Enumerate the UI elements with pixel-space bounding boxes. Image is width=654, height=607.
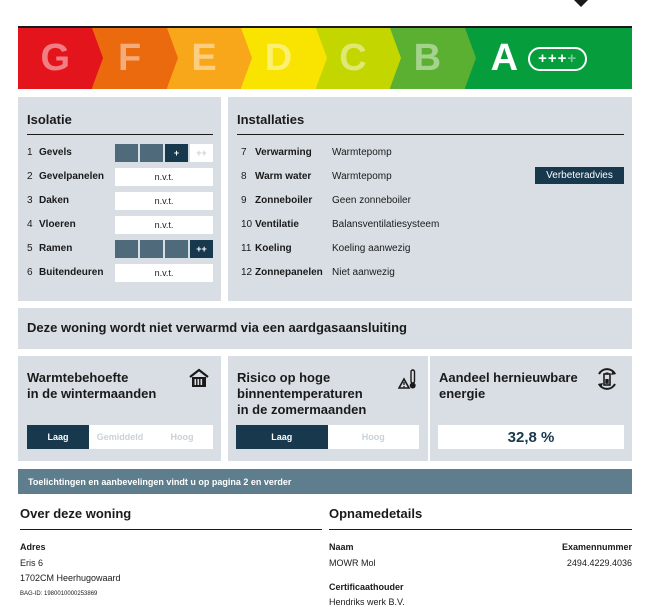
- energy-class-a: [465, 28, 632, 89]
- naam-label: Naam: [329, 542, 354, 552]
- installatie-value: Koeling aanwezig: [332, 243, 411, 254]
- installatie-row: 8 Warm water: [241, 171, 312, 182]
- energy-class-e: [167, 28, 241, 89]
- certificaathouder-value: Hendriks werk B.V.: [329, 597, 405, 607]
- opname-title: Opnamedetails: [329, 506, 423, 521]
- isolatie-row-vloeren: 4 Vloeren: [27, 219, 76, 230]
- energy-class-letter: A: [490, 37, 519, 79]
- meter-buitendeuren: n.v.t.: [115, 264, 213, 282]
- risico-toggle[interactable]: [236, 425, 419, 449]
- segment-arrow: [241, 28, 252, 88]
- house-heating-icon: [188, 368, 210, 388]
- bag-id: BAG-ID: 1980010000253869: [20, 591, 98, 597]
- installatie-row: 9 Zonneboiler: [241, 195, 313, 206]
- adres-label: Adres: [20, 542, 46, 552]
- risico-option-hoog[interactable]: Hoog: [361, 432, 385, 442]
- energy-class-letter: F: [118, 37, 142, 79]
- meter-daken: n.v.t.: [115, 192, 213, 210]
- verbeteradvies-button[interactable]: Verbeteradvies: [535, 167, 624, 184]
- examennummer-value: 2494.4229.4036: [566, 558, 632, 568]
- installatie-value: Balansventilatiesysteem: [332, 219, 440, 230]
- installatie-row: 10 Ventilatie: [241, 219, 299, 230]
- energy-class-g: [18, 28, 92, 89]
- energy-class-letter: D: [264, 37, 293, 79]
- installatie-value: Geen zonneboiler: [332, 195, 411, 206]
- segment-arrow: [92, 28, 103, 88]
- info-bar: Toelichtingen en aanbevelingen vindt u op pagina 2 en verder: [18, 469, 632, 494]
- isolatie-row-gevels: 1 Gevels: [27, 147, 72, 158]
- thermometer-warning-icon: [398, 368, 418, 390]
- energy-label-bar: [18, 26, 632, 89]
- installatie-row: 12 Zonnepanelen: [241, 267, 323, 278]
- hernieuwbaar-panel: Aandeel hernieuwbare energie 32,8 %: [430, 356, 632, 461]
- warmte-toggle[interactable]: [27, 425, 213, 449]
- energy-class-letter: G: [40, 37, 70, 79]
- installaties-panel: [228, 97, 632, 301]
- over-title: Over deze woning: [20, 506, 132, 521]
- isolatie-rule: [27, 134, 213, 135]
- active-class-pointer: [572, 0, 590, 7]
- installaties-title: Installaties: [237, 112, 305, 127]
- street-value: Eris 6: [20, 558, 44, 568]
- risico-panel: Risico op hoge binnentemperaturen in de zomermaanden Laag Hoog: [228, 356, 428, 461]
- certificaathouder-label: Certificaathouder: [329, 582, 404, 592]
- installaties-rule: [237, 134, 624, 135]
- installatie-value: Warmtepomp: [332, 171, 392, 182]
- installatie-row: 7 Verwarming: [241, 147, 312, 158]
- risico-option-laag[interactable]: Laag: [236, 425, 328, 449]
- city-value: 1702CM Heerhugowaard: [20, 573, 121, 583]
- renewable-battery-icon: [594, 366, 620, 392]
- segment-arrow: [465, 28, 476, 88]
- isolatie-row-buitendeuren: 6 Buitendeuren: [27, 267, 104, 278]
- warmte-option-gemiddeld[interactable]: Gemiddeld: [96, 432, 144, 442]
- meter-ramen: ++: [115, 240, 213, 258]
- isolatie-panel: [18, 97, 221, 301]
- energy-class-c: [316, 28, 390, 89]
- isolatie-row-ramen: 5 Ramen: [27, 243, 73, 254]
- installatie-value: Warmtepomp: [332, 147, 392, 158]
- meter-vloeren: n.v.t.: [115, 216, 213, 234]
- gas-notice-panel: [18, 308, 632, 349]
- energy-class-letter: B: [413, 37, 442, 79]
- warmte-panel: Warmtebehoefte in de wintermaanden Laag Gemiddeld Hoog: [18, 356, 221, 461]
- isolatie-title: Isolatie: [27, 112, 72, 127]
- meter-gevelpanelen: n.v.t.: [115, 168, 213, 186]
- energy-class-letter: E: [191, 37, 217, 79]
- installatie-value: Niet aanwezig: [332, 267, 395, 278]
- isolatie-row-daken: 3 Daken: [27, 195, 70, 206]
- gas-notice-text: Deze woning wordt niet verwarmd via een aardgasaansluiting: [27, 320, 407, 335]
- energy-class-f: [92, 28, 166, 89]
- warmte-option-hoog[interactable]: Hoog: [170, 432, 194, 442]
- naam-value: MOWR Mol: [329, 558, 376, 568]
- energy-class-d: [241, 28, 315, 89]
- installatie-row: 11 Koeling: [241, 243, 292, 254]
- opname-rule: [329, 529, 632, 530]
- segment-arrow: [316, 28, 327, 88]
- segment-arrow: [167, 28, 178, 88]
- warmte-option-laag[interactable]: Laag: [27, 425, 89, 449]
- energy-class-letter: C: [339, 37, 367, 79]
- segment-arrow: [390, 28, 401, 88]
- over-rule: [20, 529, 322, 530]
- isolatie-row-gevelpanelen: 2 Gevelpanelen: [27, 171, 105, 182]
- examennummer-label: Examennummer: [561, 542, 632, 552]
- plus-badge: +++ +: [528, 47, 587, 71]
- energy-class-b: [390, 28, 464, 89]
- meter-gevels: + ++: [115, 144, 213, 162]
- hernieuwbaar-value: 32,8 %: [438, 425, 624, 449]
